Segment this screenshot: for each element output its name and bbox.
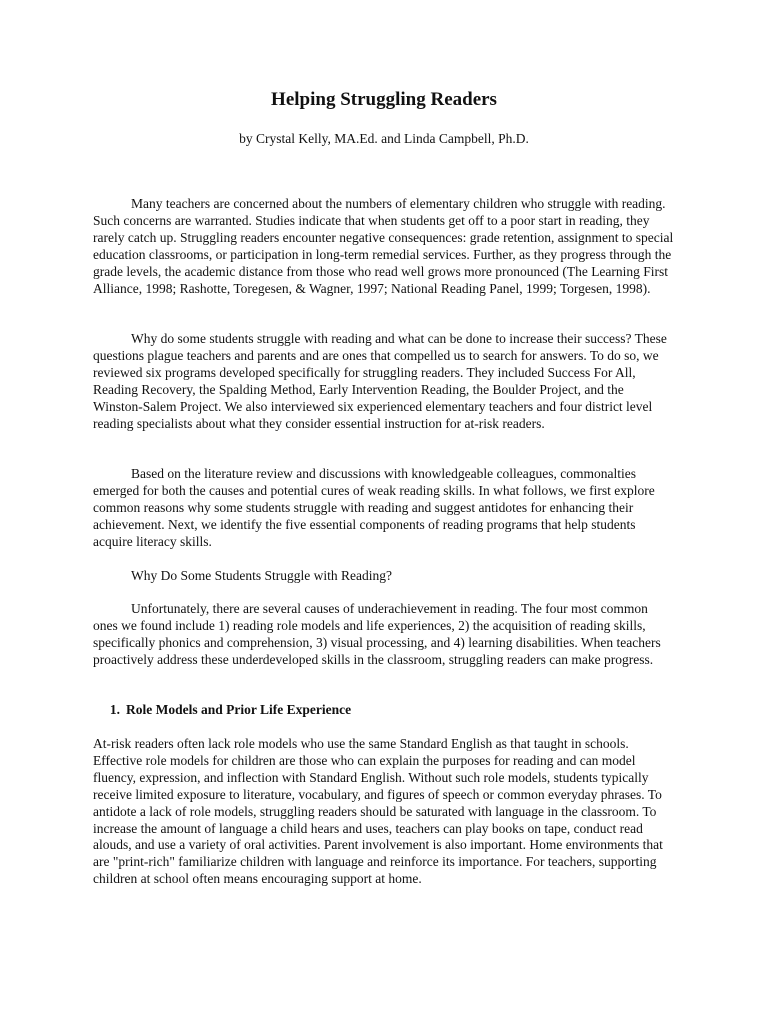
section-heading-text: Role Models and Prior Life Experience — [126, 702, 352, 717]
author-byline: by Crystal Kelly, MA.Ed. and Linda Campbell, Ph.D. — [239, 131, 529, 146]
paragraph-intro: Many teachers are concerned about the numbers of elementary children who struggle with reading. Such concerns are warranted. Studies indicate that when students get off to a poor start in reading, they rarely catch up. Struggling readers encounter negative consequences: grade retention, assignment to special education classrooms, or participation in long-term remedial services. Further, as they progress through the grade levels, the academic distance from those who read well grows more pronounced (The Learning First Alliance, 1998; Rashotte, Toregesen, & Wagner, 1997; National Reading Panel, 1999; Torgesen, 1998). — [93, 196, 674, 296]
paragraph-literature-review: Based on the literature review and discussions with knowledgeable colleagues, commonalties emerged for both the causes and potential cures of weak reading skills. In what follows, we first explore common reasons why some students struggle with reading and suggest antidotes for enhancing their achievement. Next, we identify the five essential components of reading programs that help students acquire literacy skills. — [93, 466, 655, 549]
paragraph-role-models: At-risk readers often lack role models who use the same Standard English as that taught in schools. Effective role models for children are those who can explain the purposes for reading and can model fluency, expression, and inflection with Standard English. Without such role models, students typically receive limited exposure to literature, vocabulary, and figures of speech or common everyday phrases. To antidote a lack of role models, struggling readers should be saturated with language in the classroom. To increase the amount of language a child hears and uses, teachers can play books on tape, conduct read alouds, and use a variety of oral activities. Parent involvement is also important. Home environments that are "print-rich" familiarize children with language and reinforce its importance. For teachers, supporting children at school often means encouraging support at home. — [93, 736, 663, 887]
paragraph-causes: Unfortunately, there are several causes of underachievement in reading. The four most common ones we found include 1) reading role models and life experiences, 2) the acquisition of reading skills, specifically phonics and comprehension, 3) visual processing, and 4) learning disabilities. When teachers proactively address these underdeveloped skills in the classroom, struggling readers can make progress. — [93, 601, 661, 667]
paragraph-questions: Why do some students struggle with reading and what can be done to increase their success? These questions plague teachers and parents and are ones that compelled us to search for answers. To do so, we reviewed six programs developed specifically for struggling readers. They included Success For All, Reading Recovery, the Spalding Method, Early Intervention Reading, the Boulder Project, and the Winston-Salem Project. We also interviewed six experienced elementary teachers and four district level reading specialists about what they consider essential instruction for at-risk readers. — [93, 331, 667, 431]
page-title: Helping Struggling Readers — [271, 89, 497, 110]
section-heading-role-models — [93, 701, 675, 718]
section-number: 1. — [109, 702, 120, 717]
subheading-why-struggle: Why Do Some Students Struggle with Reading? — [131, 568, 392, 583]
